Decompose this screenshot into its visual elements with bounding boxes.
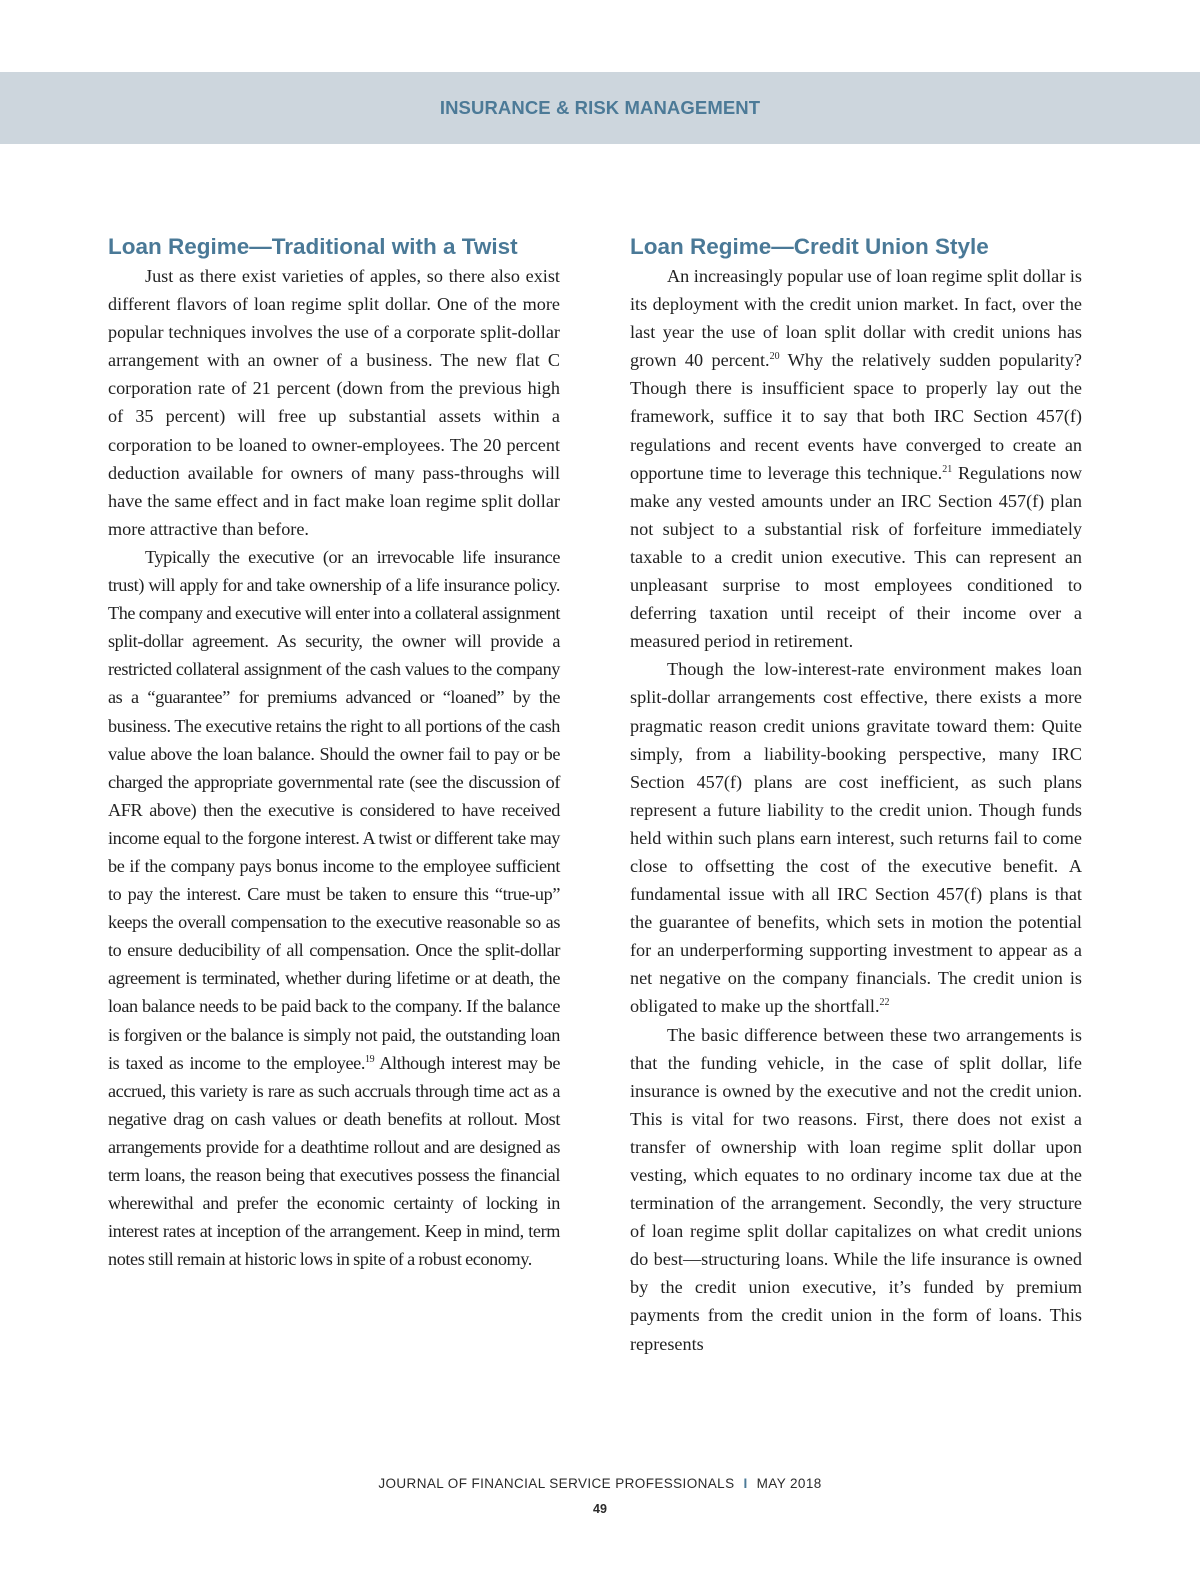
right-column-heading: Loan Regime—Credit Union Style (630, 234, 989, 259)
footer-separator: I (743, 1476, 748, 1491)
left-paragraph-2 (108, 543, 560, 1273)
issue-date: MAY 2018 (756, 1476, 822, 1491)
footnote-ref-19: 19 (364, 1053, 375, 1065)
left-column-heading: Loan Regime—Traditional with a Twist (108, 234, 518, 259)
left-paragraph-2-part-a: Typically the executive (or an irrevocable life insurance trust) will apply for and take ownership of a life insurance policy. The company and executive will enter into a collateral assignment split-dollar agreement. As security, the owner will provide a restricted collateral assignment of the cash values to the company as a “guarantee” for premiums advanced or “loaned” by the business. The executive retains the right to all portions of the cash value above the loan balance. Should the owner fail to pay or be charged the appropriate governmental rate (see the discussion of AFR above) then the executive is considered to have received income equal to the forgone interest. A twist or different take may be if the company pays bonus income to the employee sufficient to pay the interest. Care must be taken to ensure this “true-up” keeps the overall compensation to the executive reasonable so as to ensure deducibility of all compensation. Once the split-dollar agreement is terminated, whether during lifetime or at death, the loan balance needs to be paid back to the company. If the balance is forgiven or the balance is simply not paid, the outstanding loan is taxed as income to the employee. (108, 546, 560, 1073)
footnote-ref-20: 20 (769, 351, 780, 363)
right-paragraph-2-text: Though the low-interest-rate environment makes loan split-dollar arrangements cost effective, there exists a more pragmatic reason credit unions gravitate toward them: Quite simply, from a liability-booking perspective, many IRC Section 457(f) plans are cost inefficient, as such plans represent a future liability to the credit union. Though funds held within such plans earn interest, such returns fail to come close to offsetting the cost of the executive benefit. A fundamental issue with all IRC Section 457(f) plans is that the guarantee of benefits, which sets in motion the potential for an underperforming supporting investment to appear as a net negative on the company financials. The credit union is obligated to make up the shortfall. (630, 659, 1082, 1017)
footer-line (0, 1476, 1200, 1491)
page-number: 49 (593, 1502, 607, 1516)
right-paragraph-1-part-a: An increasingly popular use of loan regime split dollar is its deployment with the credit union market. In fact, over the last year the use of loan split dollar with credit unions has grown 40 percent. (630, 266, 1082, 371)
right-column (630, 232, 1082, 1358)
right-paragraph-1-part-b: Why the relatively sudden popularity? Though there is insufficient space to properly lay out the framework, suffice it to say that both IRC Section 457(f) regulations and recent events have converged to create an opportune time to leverage this technique. (630, 350, 1082, 483)
section-label: INSURANCE & RISK MANAGEMENT (439, 97, 761, 118)
footnote-ref-22: 22 (879, 997, 890, 1009)
right-paragraph-3: The basic difference between these two arrangements is that the funding vehicle, in the case of split dollar, life insurance is owned by the executive and not the credit union. This is vital for two reasons. First, there does not exist a transfer of ownership with loan regime split dollar upon vesting, which equates to no ordinary income tax due at the termination of the arrangement. Secondly, the very structure of loan regime split dollar capitalizes on what credit unions do best—structuring loans. While the life insurance is owned by the credit union executive, it’s funded by premium payments from the credit union in the form of loans. This represents (630, 1024, 1082, 1354)
left-column (108, 232, 560, 1273)
left-paragraph-1: Just as there exist varieties of apples, so there also exist different flavors of loan regime split dollar. One of the more popular techniques involves the use of a corporate split-dollar arrangement with an owner of a business. The new flat C corporation rate of 21 percent (down from the previous high of 35 percent) will free up substantial assets within a corporation to be loaned to owner-employees. The 20 percent deduction available for owners of many pass-throughs will have the same effect and in fact make loan regime split dollar more attractive than before. (108, 266, 560, 539)
right-paragraph-1-part-c: Regulations now make any vested amounts under an IRC Section 457(f) plan not subject to a substantial risk of forfeiture immediately taxable to a credit union executive. This can represent an unpleasant surprise to most employees conditioned to deferring taxation until receipt of their income over a measured period in retirement. (630, 462, 1083, 652)
right-paragraph-1 (630, 262, 1082, 655)
right-paragraph-2 (630, 655, 1082, 1020)
left-paragraph-2-part-b: Although interest may be accrued, this variety is rare as such accruals through time act as a negative drag on cash values or death benefits at rollout. Most arrangements provide for a deathtime rollout and are designed as term loans, the reason being that executives possess the financial wherewithal and prefer the economic certainty of locking in interest rates at inception of the arrangement. Keep in mind, term notes still remain at historic lows in spite of a robust economy. (108, 1052, 561, 1270)
footnote-ref-21: 21 (942, 463, 953, 475)
journal-name: JOURNAL OF FINANCIAL SERVICE PROFESSIONALS (378, 1476, 735, 1491)
